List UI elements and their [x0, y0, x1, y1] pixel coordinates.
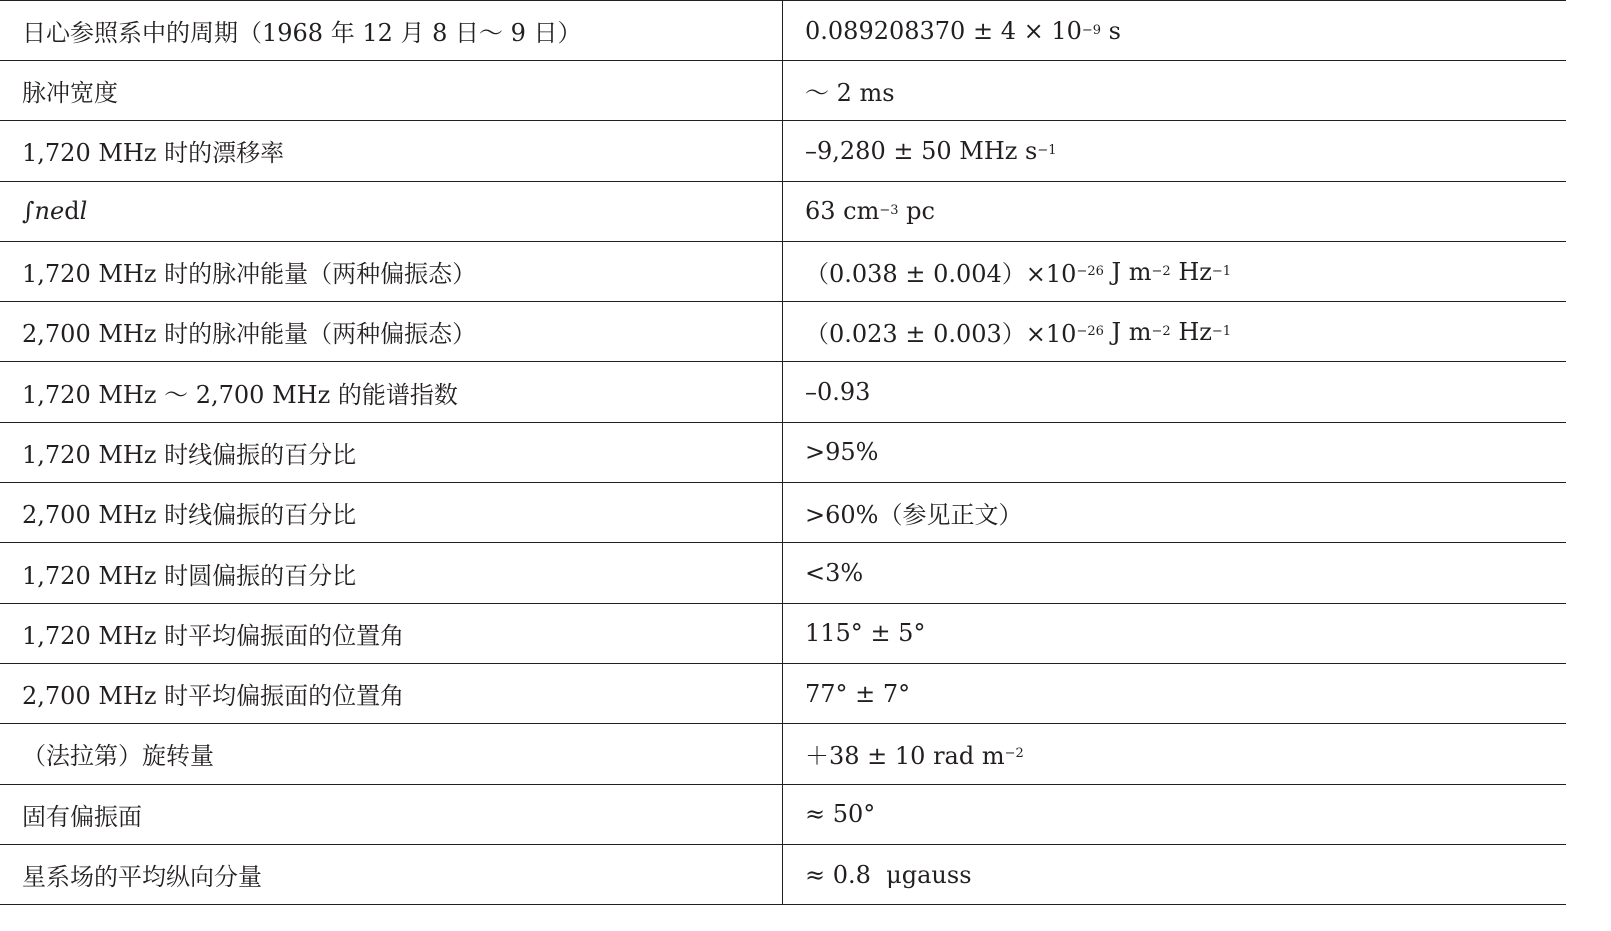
parameter-text: 1,720 MHz 时圆偏振的百分比 [22, 561, 357, 590]
table-row [0, 121, 1566, 181]
parameter-cell [0, 362, 783, 421]
table-row [0, 483, 1566, 543]
value-cell [783, 604, 1566, 663]
italic-symbol: ne [34, 197, 65, 226]
parameter-cell [0, 242, 783, 301]
value-cell [783, 845, 1566, 904]
value-text: J m [1103, 317, 1152, 346]
value-cell [783, 664, 1566, 723]
table-row [0, 242, 1566, 302]
parameter-cell [0, 845, 783, 904]
value-text: 115° ± 5° [805, 619, 926, 648]
table-row [0, 785, 1566, 845]
parameter-text: 1,720 MHz 时的脉冲能量（两种偏振态） [22, 260, 477, 289]
value-text: ～ 2 ms [805, 79, 895, 108]
table-row [0, 543, 1566, 603]
value-text: ＋38 ± 10 rad m [805, 742, 1005, 771]
value-text: pc [898, 197, 935, 226]
parameter-text: d [64, 197, 80, 226]
parameter-cell [0, 302, 783, 361]
parameter-cell [0, 543, 783, 602]
value-text: ≈ 50° [805, 800, 876, 829]
value-text: （0.023 ± 0.003）×10 [805, 320, 1077, 349]
parameter-text: 2,700 MHz 时平均偏振面的位置角 [22, 682, 405, 711]
value-text: 77° ± 7° [805, 679, 911, 708]
value-text: –0.93 [805, 378, 871, 407]
parameter-text: 脉冲宽度 [22, 79, 118, 108]
parameter-text: 日心参照系中的周期（1968 年 12 月 8 日～ 9 日） [22, 19, 582, 47]
value-text: >60%（参见正文） [805, 501, 1023, 530]
parameter-text: 1,720 MHz ～ 2,700 MHz 的能谱指数 [22, 380, 458, 409]
value-cell: 63 cm −3 pc [805, 197, 935, 226]
value-text: Hz [1170, 257, 1212, 286]
value-text: –9,280 ± 50 MHz s [805, 136, 1038, 165]
value-text: >95% [805, 438, 879, 467]
parameter-text: 1,720 MHz 时线偏振的百分比 [22, 440, 357, 469]
parameter-cell [0, 785, 783, 844]
parameter-text: 2,700 MHz 时的脉冲能量（两种偏振态） [22, 320, 477, 349]
parameter-text: 固有偏振面 [22, 802, 142, 831]
value-cell: （0.023 ± 0.003）×10 −26 J m −2 Hz −1 [783, 302, 1566, 361]
parameter-text: （法拉第）旋转量 [22, 742, 214, 771]
table-row [0, 423, 1566, 483]
parameter-cell [0, 604, 783, 663]
italic-symbol: l [79, 197, 88, 226]
value-cell [783, 543, 1566, 602]
table-row [0, 61, 1566, 121]
parameter-cell [0, 182, 783, 241]
value-cell: –9,280 ± 50 MHz s −1 [805, 136, 1057, 165]
value-text: Hz [1170, 317, 1212, 346]
parameter-cell [0, 1, 783, 60]
value-cell [783, 61, 1566, 120]
value-text: J m [1103, 257, 1152, 286]
parameter-cell [0, 664, 783, 723]
value-cell [783, 423, 1566, 482]
parameter-text: 1,720 MHz 时平均偏振面的位置角 [22, 621, 405, 650]
value-text: <3% [805, 559, 864, 588]
value-text: 63 cm [805, 197, 880, 226]
table-row [0, 604, 1566, 664]
table-row [0, 362, 1566, 422]
value-cell [783, 362, 1566, 421]
parameter-text: ∫ [22, 197, 35, 226]
table-row [0, 1, 1566, 61]
value-text: （0.038 ± 0.004）×10 [805, 260, 1077, 289]
parameter-cell [0, 724, 783, 783]
table-row [0, 845, 1566, 905]
table-row [0, 182, 1566, 242]
parameter-cell [0, 61, 783, 120]
value-text: s [1101, 16, 1121, 45]
parameter-text: 2,700 MHz 时线偏振的百分比 [22, 501, 357, 530]
value-text: 0.089208370 ± 4 × 10 [805, 16, 1082, 45]
parameter-text: 1,720 MHz 时的漂移率 [22, 139, 285, 168]
parameter-text: 星系场的平均纵向分量 [22, 863, 262, 891]
table-row [0, 664, 1566, 724]
parameter-cell [0, 483, 783, 542]
value-cell: （0.038 ± 0.004）×10 −26 J m −2 Hz −1 [783, 242, 1566, 301]
parameter-cell [0, 423, 783, 482]
table-row [0, 302, 1566, 362]
parameter-cell [0, 121, 783, 180]
value-text: ≈ 0.8 μgauss [805, 860, 972, 889]
table-row [0, 724, 1566, 784]
value-cell: 0.089208370 ± 4 × 10 −9 s [805, 16, 1121, 45]
value-cell: ＋38 ± 10 rad m −2 [783, 724, 1566, 783]
value-cell [783, 785, 1566, 844]
value-cell [783, 483, 1566, 542]
